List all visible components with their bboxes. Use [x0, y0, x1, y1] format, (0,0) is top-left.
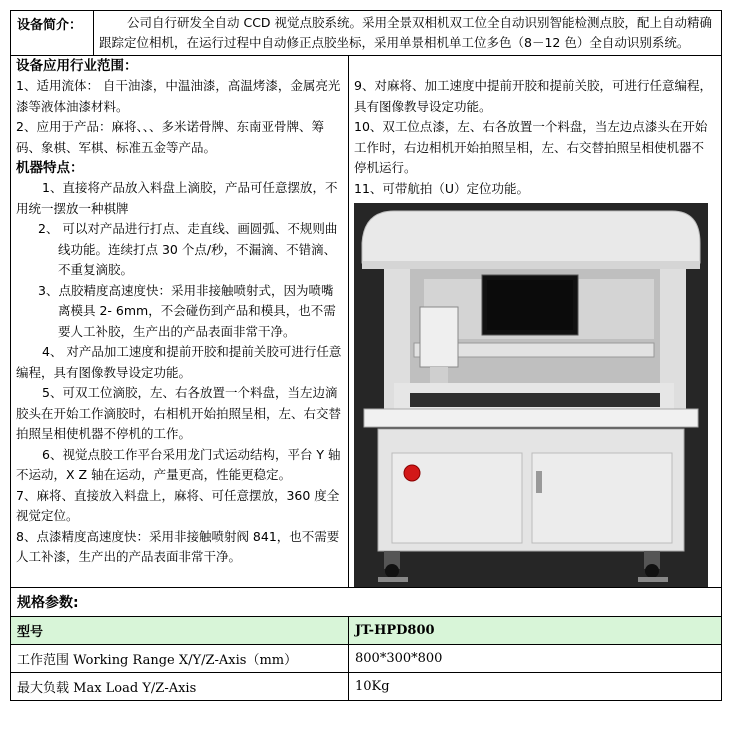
machine-illustration	[354, 203, 708, 587]
feature-11: 11、可带航拍（U）定位功能。	[354, 180, 530, 196]
overview-label: 设备简介：	[11, 11, 94, 56]
spec-range-value: 800*300*800	[349, 645, 722, 673]
feature-10: 10、双工位点漆，左、右各放置一个料盘，当左边点漆头在开始工作时，右边相机开始拍照呈相，左、右交替拍照呈相使机器不停机运行。	[354, 119, 708, 175]
left-column	[11, 56, 349, 588]
spec-load-value: 10Kg	[349, 673, 722, 701]
spec-range-label: 工作范围 Working Range X/Y/Z-Axis（mm）	[11, 645, 349, 673]
document	[10, 10, 721, 701]
overview-text	[94, 11, 722, 56]
features-heading: 机器特点：	[16, 160, 84, 176]
feature-5: 5、可双工位滴胶，左、右各放置一个料盘，当左边滴胶头在开始工作滴胶时，右相机开始拍照呈相，左、右交替拍照呈相使机器不停机的工作。	[16, 385, 342, 441]
feature-3: 3、点胶精度高速度快：采用非接触喷射式，因为喷嘴离模具 2- 6mm，不会碰伤到产品和模具，也不需要人工补胶，生产出的产品表面非常干净。	[38, 282, 336, 339]
feature-9: 9、对麻将、加工速度中提前开胶和提前关胶，可进行任意编程，具有图像教导设定功能。	[354, 78, 712, 114]
details-row	[11, 56, 722, 588]
machine-photo	[354, 203, 708, 587]
spec-row-load	[11, 673, 722, 701]
spec-model-value: JT-HPD800	[349, 617, 722, 645]
spec-row-model	[11, 617, 722, 645]
right-column	[349, 56, 722, 588]
feature-4: 4、 对产品加工速度和提前开胶和提前关胶可进行任意编程，具有图像教导设定功能。	[16, 344, 342, 380]
industries-heading: 设备应用行业范围：	[16, 58, 138, 74]
feature-2: 2、 可以对产品进行打点、走直线、画圆弧、不规则曲线功能。连续打点 30 个点/秒，不漏滴、不错滴、不重复滴胶。	[38, 221, 338, 277]
overview-row	[11, 11, 722, 56]
industry-item-1: 1、适用流体： 自干油漆，中温油漆，高温烤漆，金属亮光漆等液体油漆材料。	[16, 78, 341, 114]
spec-title-row	[11, 588, 722, 617]
spec-title: 规格参数:	[11, 588, 722, 617]
spec-row-range	[11, 645, 722, 673]
spec-sheet-table	[10, 10, 722, 701]
spec-model-label: 型号	[11, 617, 349, 645]
feature-8: 8、点漆精度高速度快：采用非接触喷射阀 841，也不需要人工补漆，生产出的产品表面非常干净。	[16, 528, 340, 564]
feature-7: 7、麻将、直接放入料盘上，麻将、可任意摆放，360 度全视觉定位。	[16, 487, 340, 523]
spec-load-label: 最大负载 Max Load Y/Z-Axis	[11, 673, 349, 701]
industry-item-2: 2、应用于产品：麻将、、、多米诺骨牌、东南亚骨牌、筹码、象棋、军棋、标准五金等产品。	[16, 119, 324, 155]
overview-text-body: 公司自行研发全自动 CCD 视觉点胶系统。采用全景双相机双工位全自动识别智能检测点胶，配上自动精确跟踪定位相机，在运行过程中自动修正点胶坐标，采用单景相机单工位多色（8－12 色）全自动识别系统。	[99, 15, 713, 50]
feature-6: 6、视觉点胶工作平台采用龙门式运动结构，平台 Y 轴不运动，X Z 轴在运动，产量更高，性能更稳定。	[16, 446, 341, 482]
feature-1: 1、直接将产品放入料盘上滴胶，产品可任意摆放，不用统一摆放一种棋牌	[16, 180, 338, 216]
